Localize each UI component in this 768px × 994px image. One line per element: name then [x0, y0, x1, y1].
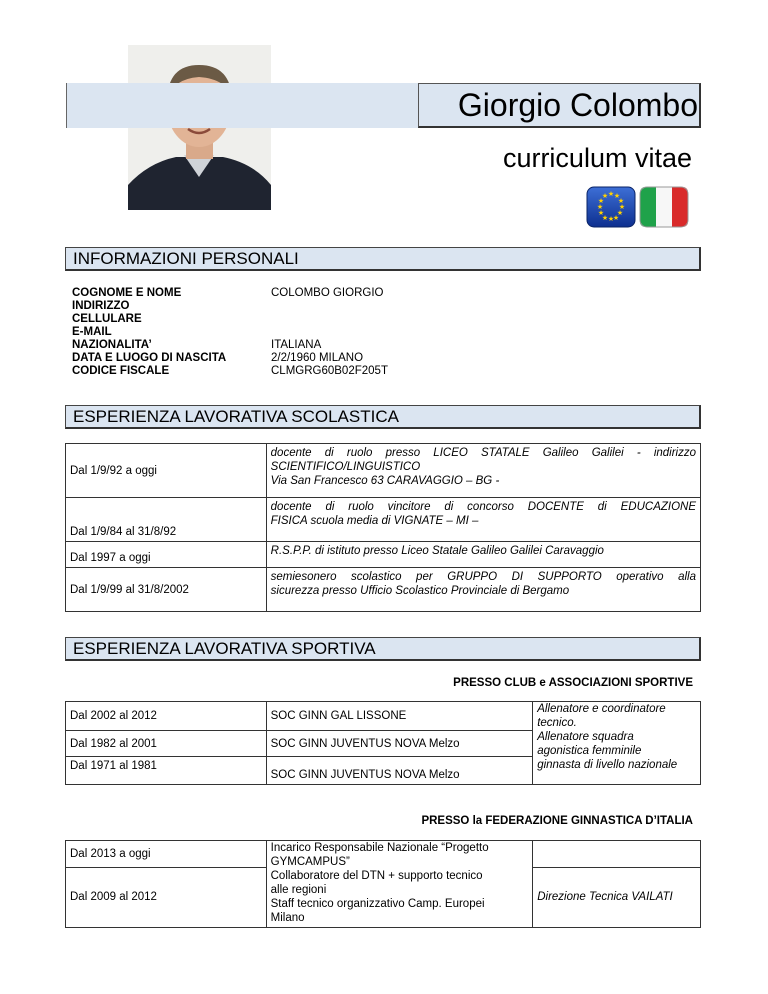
clubs-heading: PRESSO CLUB e ASSOCIAZIONI SPORTIVE [453, 677, 693, 689]
empty-cell [533, 841, 701, 868]
personal-label: COGNOME E NOME [72, 287, 182, 299]
club-cell: SOC GINN JUVENTUS NOVA Melzo [266, 731, 533, 757]
role-line: Milano [270, 912, 305, 924]
period-cell: Dal 1971 al 1981 [66, 757, 267, 785]
role-line: Allenatore squadra [537, 731, 634, 743]
description-cell [266, 498, 700, 542]
description-line: SCIENTIFICO/LINGUISTICO [270, 461, 421, 473]
role-line: agonistica femminile [537, 745, 642, 757]
svg-text:★: ★ [601, 214, 609, 222]
federation-experience-table [65, 840, 701, 928]
svg-text:★: ★ [607, 215, 615, 223]
svg-text:★: ★ [612, 214, 620, 222]
description-cell [266, 542, 700, 568]
name-bar-left-edge [66, 83, 67, 128]
role-line: tecnico. [537, 717, 577, 729]
role-line: Staff tecnico organizzativo Camp. Europei [270, 898, 485, 910]
club-cell: SOC GINN GAL LISSONE [266, 702, 533, 731]
club-cell: SOC GINN JUVENTUS NOVA Melzo [266, 757, 533, 785]
period-cell: Dal 2002 al 2012 [66, 702, 267, 731]
description-cell [266, 568, 700, 612]
description-line: R.S.P.P. di istituto presso Liceo Statale Galileo Galilei Caravaggio [270, 545, 604, 557]
table-row [66, 702, 701, 731]
description-cell [266, 444, 700, 498]
svg-text:★: ★ [597, 197, 605, 205]
svg-text:★: ★ [618, 203, 626, 211]
svg-text:★: ★ [607, 190, 615, 198]
role-cell [533, 702, 701, 785]
personal-value: ITALIANA [271, 339, 322, 351]
section-header-school: ESPERIENZA LAVORATIVA SCOLASTICA [65, 405, 701, 429]
personal-value: COLOMBO GIORGIO [271, 287, 384, 299]
personal-label: CELLULARE [72, 313, 142, 325]
period-cell: Dal 1/9/84 al 31/8/92 [66, 498, 267, 542]
role-line: GYMCAMPUS” [270, 856, 350, 868]
personal-label: E-MAIL [72, 326, 112, 338]
period-cell: Dal 1/9/92 a oggi [66, 444, 267, 498]
italy-flag-icon [639, 186, 689, 228]
table-row [66, 444, 701, 498]
personal-value: CLMGRG60B02F205T [271, 365, 388, 377]
table-row [66, 498, 701, 542]
description-line: docente di ruolo presso LICEO STATALE Galileo Galilei - indirizzo [270, 447, 696, 459]
school-experience-table [65, 443, 701, 612]
table-row [66, 542, 701, 568]
description-line: sicurezza presso Ufficio Scolastico Provinciale di Bergamo [270, 585, 570, 597]
table-row [66, 568, 701, 612]
role-line: Allenatore e coordinatore [537, 703, 666, 715]
direction-cell: Direzione Tecnica VAILATI [533, 867, 701, 927]
document-subtitle: curriculum vitae [502, 143, 692, 173]
period-cell: Dal 1/9/99 al 31/8/2002 [66, 568, 267, 612]
svg-text:★: ★ [613, 192, 621, 200]
description-line: semiesonero scolastico per GRUPPO DI SUPPORTO operativo alla [270, 571, 696, 583]
svg-text:★: ★ [597, 209, 605, 217]
role-line: alle regioni [270, 884, 327, 896]
section-header-sport: ESPERIENZA LAVORATIVA SPORTIVA [65, 637, 701, 661]
role-line: Collaboratore del DTN + supporto tecnico [270, 870, 483, 882]
eu-flag-icon [586, 186, 636, 228]
svg-text:★: ★ [617, 197, 625, 205]
federation-role-cell [266, 841, 533, 928]
period-cell: Dal 1997 a oggi [66, 542, 267, 568]
svg-text:★: ★ [601, 192, 609, 200]
federation-heading: PRESSO la FEDERAZIONE GINNASTICA D’ITALIA [421, 815, 693, 827]
svg-text:★: ★ [616, 209, 624, 217]
table-row [66, 841, 701, 868]
role-line: ginnasta di livello nazionale [537, 759, 678, 771]
period-cell: Dal 2013 a oggi [66, 841, 267, 868]
svg-text:★: ★ [596, 203, 604, 211]
role-line: Incarico Responsabile Nazionale “Progetto [270, 842, 489, 854]
club-experience-table [65, 701, 701, 785]
section-header-personal: INFORMAZIONI PERSONALI [65, 247, 701, 271]
personal-label: NAZIONALITA’ [72, 339, 152, 351]
description-line: docente di ruolo vincitore di concorso DOCENTE di EDUCAZIONE [270, 501, 696, 513]
personal-label: CODICE FISCALE [72, 365, 170, 377]
description-line: FISICA scuola media di VIGNATE – MI – [270, 515, 479, 527]
period-cell: Dal 2009 al 2012 [66, 867, 267, 927]
description-line: Via San Francesco 63 CARAVAGGIO – BG - [270, 475, 500, 487]
period-cell: Dal 1982 al 2001 [66, 731, 267, 757]
person-name: Giorgio Colombo [457, 87, 698, 123]
personal-label: DATA E LUOGO DI NASCITA [72, 352, 227, 364]
personal-label: INDIRIZZO [72, 300, 130, 312]
personal-value: 2/2/1960 MILANO [271, 352, 364, 364]
